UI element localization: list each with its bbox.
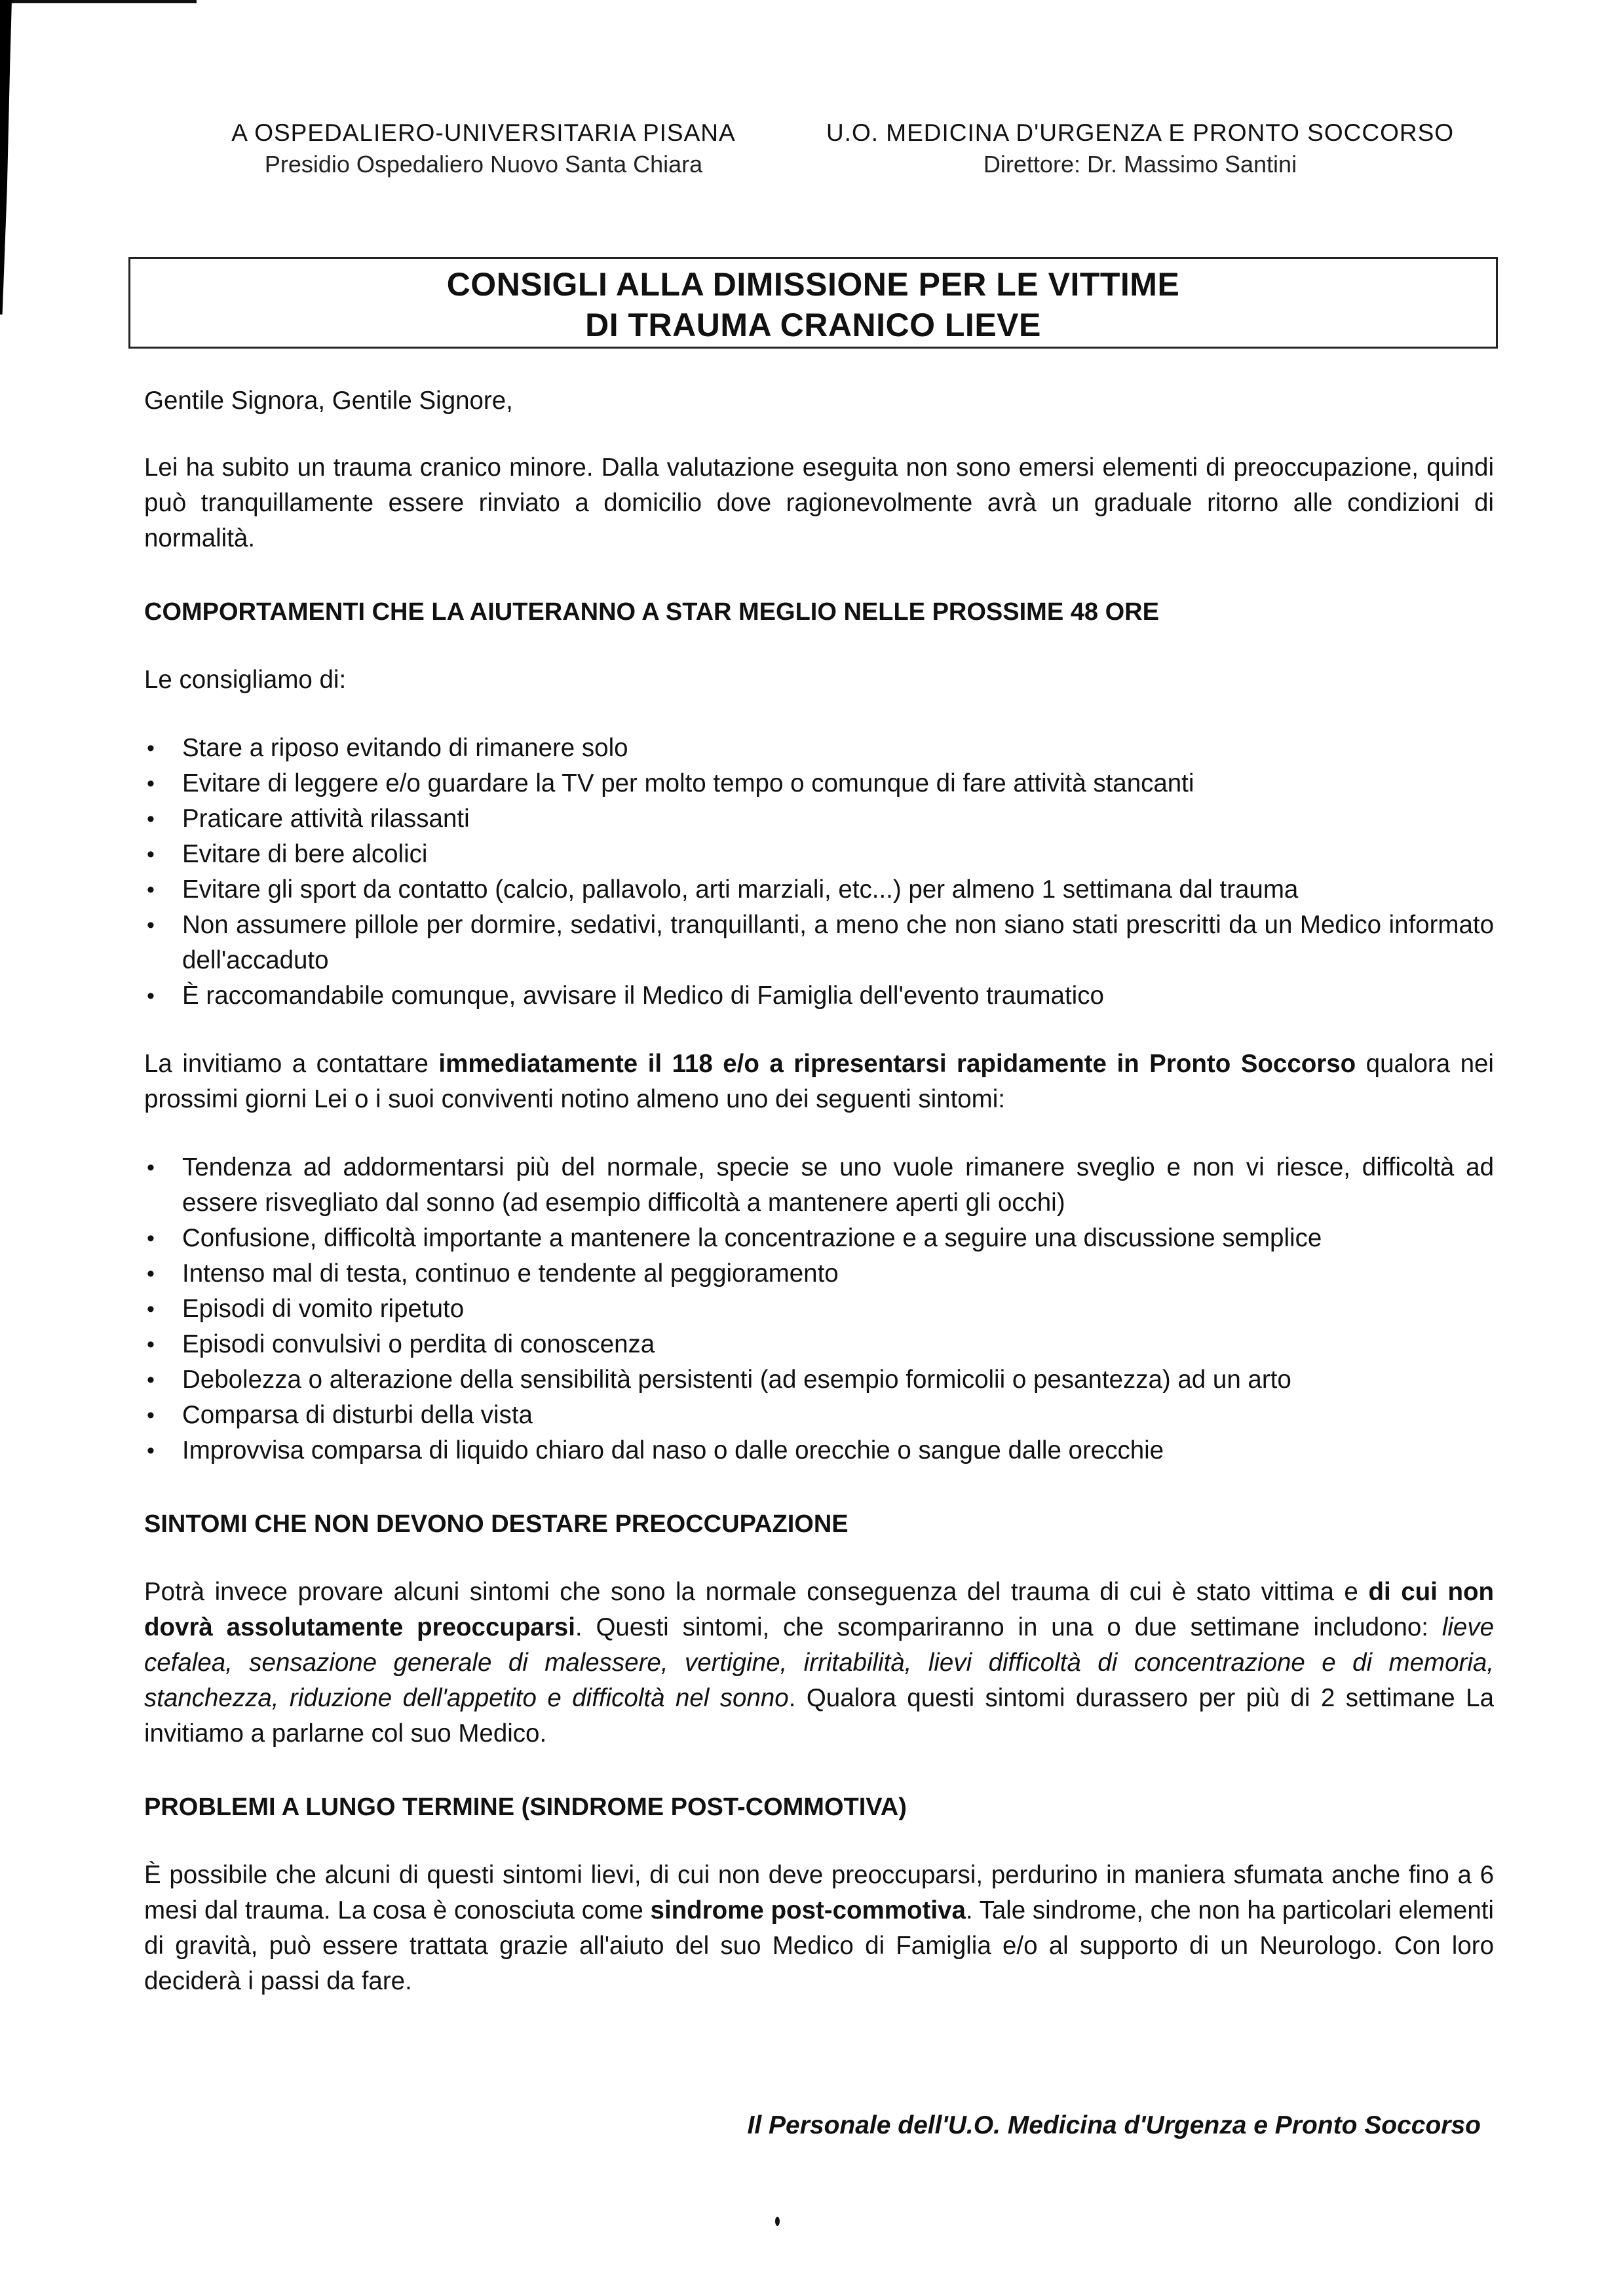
department-name: U.O. MEDICINA D'URGENZA E PRONTO SOCCORSO xyxy=(826,119,1455,146)
section-heading-48h: COMPORTAMENTI CHE LA AIUTERANNO A STAR MEGLIO NELLE PROSSIME 48 ORE xyxy=(144,598,1159,626)
list-item: • Evitare gli sport da contatto (calcio, pallavolo, arti marziali, etc...) per almeno 1 settimana dal trauma xyxy=(144,872,1494,908)
recommendations-list xyxy=(144,731,1494,1014)
greeting: Gentile Signora, Gentile Signore, xyxy=(144,387,513,415)
list-item: • Evitare di bere alcolici xyxy=(144,837,1494,872)
section-heading-long-term: PROBLEMI A LUNGO TERMINE (SINDROME POST-COMMOTIVA) xyxy=(144,1793,907,1821)
intro-paragraph: Lei ha subito un trauma cranico minore. Dalla valutazione eseguita non sono emersi elementi di preoccupazione, quindi può tranquillamente essere rinviato a domicilio dove ragionevolmente avrà un graduale ritorno alle condizioni di normalità. xyxy=(144,453,1494,552)
bullet-icon: • xyxy=(147,1332,155,1357)
bullet-icon: • xyxy=(147,1368,155,1392)
bullet-icon: • xyxy=(147,1297,155,1322)
hospital-block xyxy=(195,119,772,178)
bullet-icon: • xyxy=(147,1261,155,1286)
list-item: • Debolezza o alterazione della sensibilità persistenti (ad esempio formicolii o pesantezza) ad un arto xyxy=(144,1362,1494,1398)
scan-artifact-left xyxy=(0,0,12,315)
warning-symptoms-list xyxy=(144,1150,1494,1468)
scan-artifact-dot xyxy=(775,2217,780,2226)
bullet-icon: • xyxy=(147,1403,155,1428)
bullet-icon: • xyxy=(147,1438,155,1463)
list-item: • È raccomandabile comunque, avvisare il Medico di Famiglia dell'evento traumatico xyxy=(144,978,1494,1014)
bullet-icon: • xyxy=(147,807,155,832)
bullet-icon: • xyxy=(147,877,155,902)
recommendations-intro: Le consigliamo di: xyxy=(144,666,347,694)
bullet-icon: • xyxy=(147,913,155,938)
list-item: • Episodi di vomito ripetuto xyxy=(144,1292,1494,1327)
emergency-paragraph: La invitiamo a contattare immediatamente il 118 e/o a ripresentarsi rapidamente in Pronto Soccorso qualora nei prossimi giorni Lei o i suoi conviventi notino almeno uno dei seguenti sintomi: xyxy=(144,1050,1494,1113)
symptom-list-italic: lieve cefalea, sensazione generale di malessere, vertigine, irritabilità, lievi difficoltà di concentrazione e di memoria, stanchezza, riduzione dell'appetito e difficoltà nel sonno xyxy=(144,1613,1494,1712)
list-item: • Tendenza ad addormentarsi più del normale, specie se uno vuole rimanere sveglio e non vi riesce, difficoltà ad essere risvegliato dal sonno (ad esempio difficoltà a mantenere aperti gli occhi) xyxy=(144,1150,1494,1221)
bullet-icon: • xyxy=(147,736,155,761)
department-block xyxy=(786,119,1494,178)
list-item: • Improvvisa comparsa di liquido chiaro dal naso o dalle orecchie o sangue dalle orecchie xyxy=(144,1433,1494,1468)
department-director: Direttore: Dr. Massimo Santini xyxy=(983,151,1297,178)
document-body xyxy=(144,383,1494,1999)
list-item: • Non assumere pillole per dormire, sedativi, tranquillanti, a meno che non siano stati prescritti da un Medico informato dell'accaduto xyxy=(144,908,1494,978)
bullet-icon: • xyxy=(147,842,155,867)
document-title-box xyxy=(128,257,1498,349)
bullet-icon: • xyxy=(147,1155,155,1180)
scan-artifact-top xyxy=(0,0,197,3)
list-item: • Episodi convulsivi o perdita di conoscenza xyxy=(144,1327,1494,1362)
list-item: • Stare a riposo evitando di rimanere solo xyxy=(144,731,1494,766)
list-item: • Confusione, difficoltà importante a mantenere la concentrazione e a seguire una discussione semplice xyxy=(144,1221,1494,1256)
signature: Il Personale dell'U.O. Medicina d'Urgenza e Pronto Soccorso xyxy=(747,2111,1481,2139)
hospital-name: A OSPEDALIERO-UNIVERSITARIA PISANA xyxy=(231,119,736,146)
list-item: • Comparsa di disturbi della vista xyxy=(144,1398,1494,1433)
bullet-icon: • xyxy=(147,771,155,796)
non-worrying-symptoms-paragraph: Potrà invece provare alcuni sintomi che sono la normale conseguenza del trauma di cui è stato vittima e di cui non dovrà assolutamente preoccuparsi. Questi sintomi, che scompariranno in una o due settimane includono: lieve cefalea, sensazione generale di malessere, vertigine, irritabilità, lievi difficoltà di concentrazione e di memoria, stanchezza, riduzione dell'appetito e difficoltà nel sonno. Qualora questi sintomi durassero per più di 2 settimane La invitiamo a parlarne col suo Medico. xyxy=(144,1578,1495,1748)
document-title-line1: CONSIGLI ALLA DIMISSIONE PER LE VITTIME xyxy=(446,266,1180,303)
long-term-paragraph: È possibile che alcuni di questi sintomi lievi, di cui non deve preoccuparsi, perdurino in maniera sfumata anche fino a 6 mesi dal trauma. La cosa è conosciuta come sindrome post-commotiva. Tale sindrome, che non ha particolari elementi di gravità, può essere trattata grazie all'aiuto del suo Medico di Famiglia e/o al supporto di un Neurologo. Con loro deciderà i passi da fare. xyxy=(144,1861,1494,1995)
list-item: • Praticare attività rilassanti xyxy=(144,801,1494,837)
document-title-line2: DI TRAUMA CRANICO LIEVE xyxy=(585,307,1041,343)
emergency-instruction: immediatamente il 118 e/o a ripresentarsi rapidamente in Pronto Soccorso xyxy=(438,1050,1356,1078)
bullet-icon: • xyxy=(147,984,155,1008)
section-heading-non-worrying-symptoms: SINTOMI CHE NON DEVONO DESTARE PREOCCUPAZIONE xyxy=(144,1510,849,1538)
list-item: • Evitare di leggere e/o guardare la TV per molto tempo o comunque di fare attività stancanti xyxy=(144,766,1494,801)
bullet-icon: • xyxy=(147,1226,155,1251)
hospital-site: Presidio Ospedaliero Nuovo Santa Chiara xyxy=(264,151,703,178)
list-item: • Intenso mal di testa, continuo e tendente al peggioramento xyxy=(144,1256,1494,1292)
